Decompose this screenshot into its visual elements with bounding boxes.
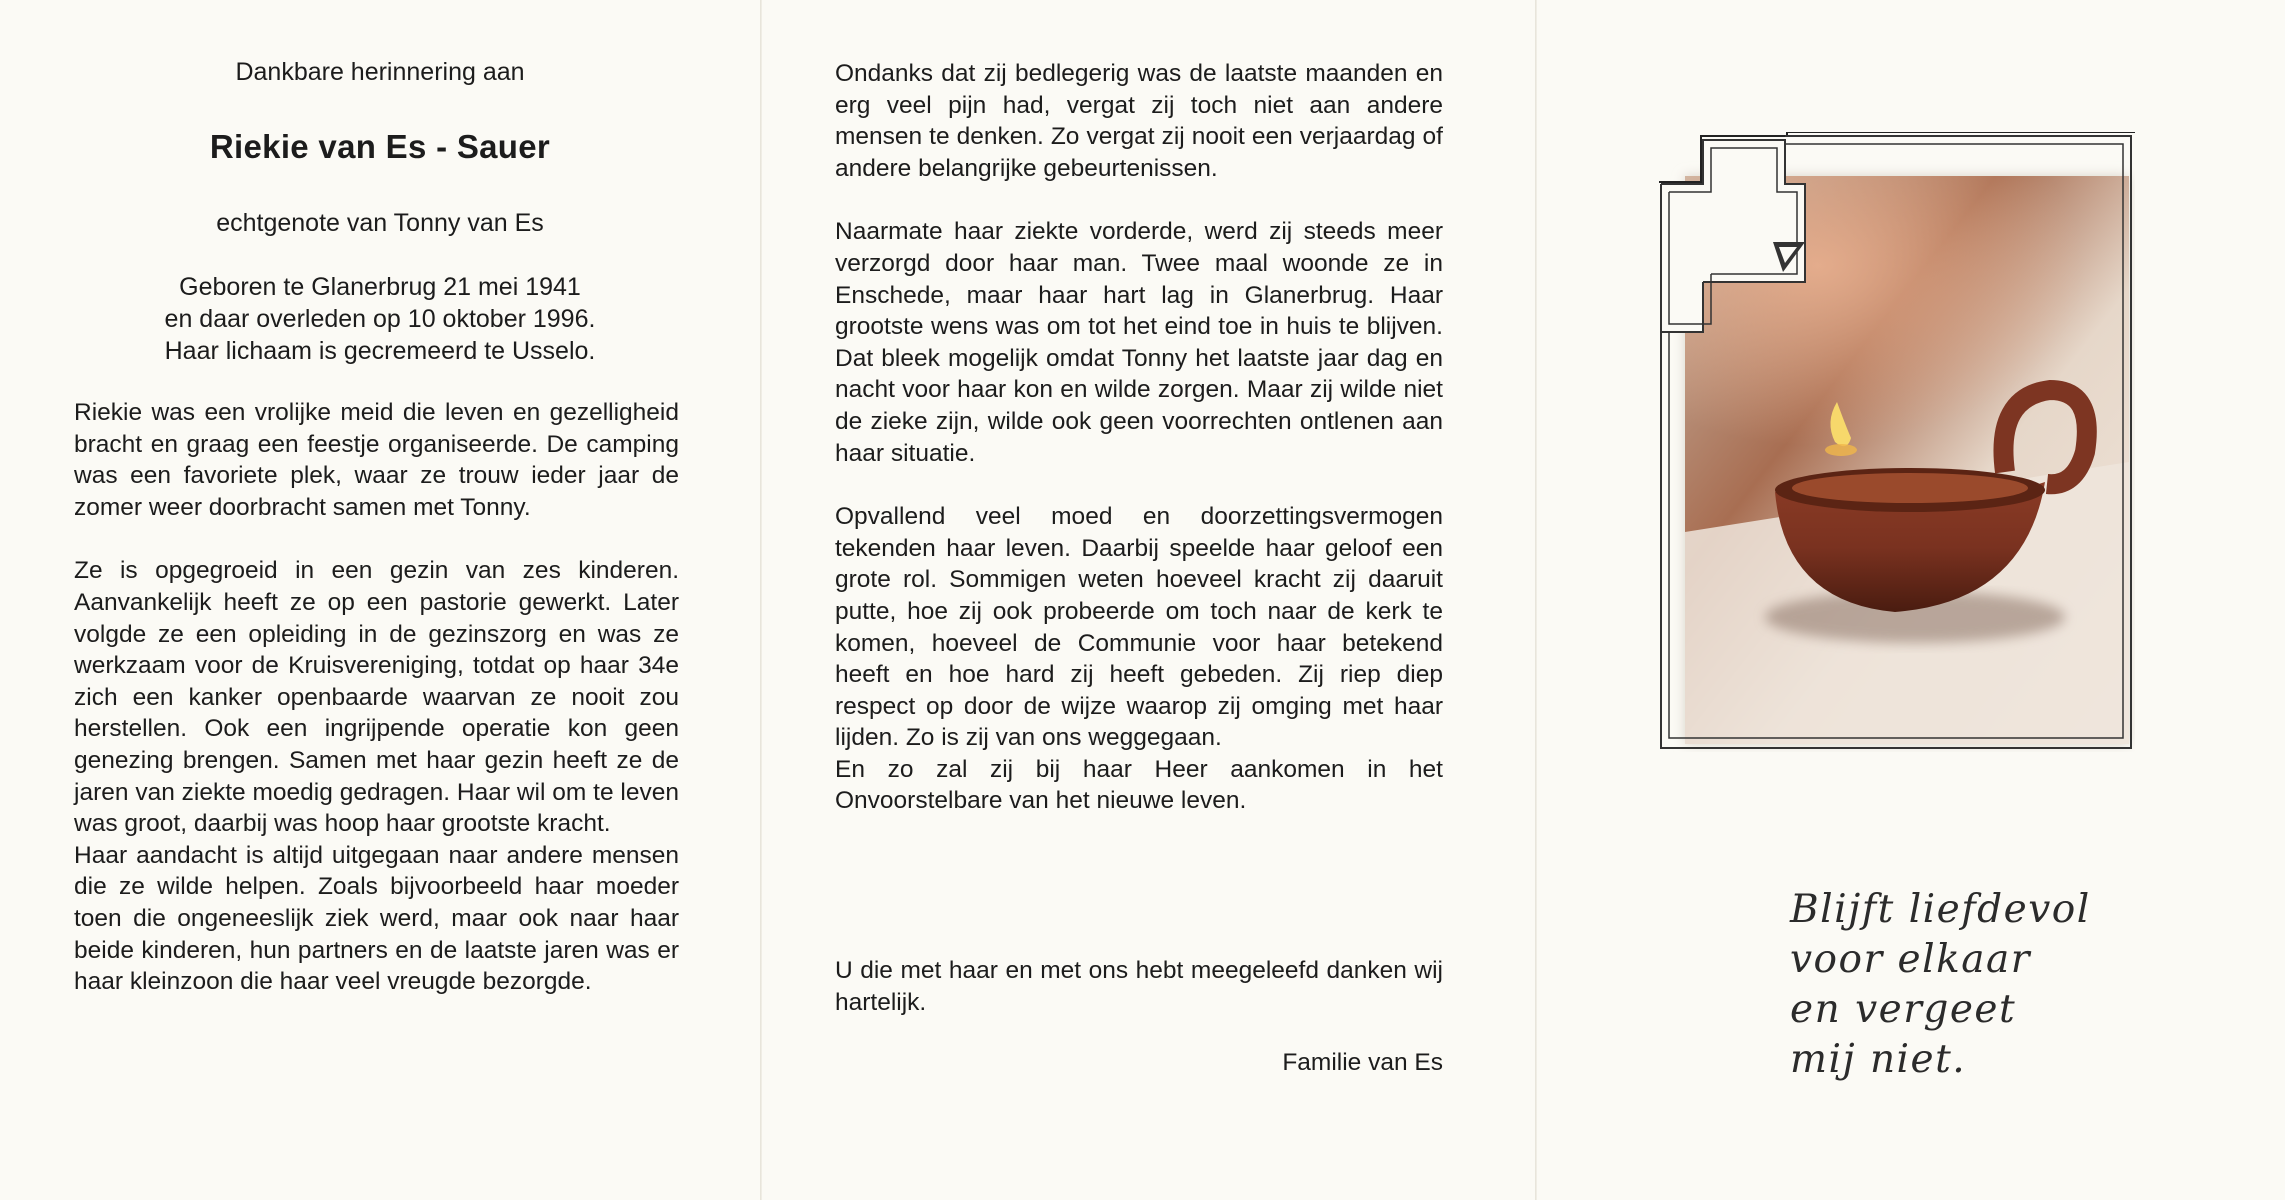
oil-lamp-photo — [1655, 132, 2135, 752]
fold-line — [1535, 0, 1537, 1200]
verse-line: en vergeet — [1790, 987, 2017, 1032]
left-panel — [60, 0, 680, 1200]
paragraph: Naarmate haar ziekte vorderde, werd zij steeds meer verzorgd door haar man. Twee maal woonde ze in Enschede, maar haar hart lag in Glanerbrug. Haar grootste wens was om tot het eind toe in huis te blijven. Dat bleek mogelijk omdat Tonny het laatste jaar dag en nacht voor haar kon en wilde zorgen. Maar zij wilde niet de zieke zijn, wilde ook geen voorrechten ontlenen aan haar situatie. — [835, 218, 1443, 467]
family-signature: Familie van Es — [1282, 1049, 1443, 1076]
verse-line: Blijft liefdevol — [1790, 887, 2091, 932]
paragraph: Opvallend veel moed en doorzettingsvermogen tekenden haar leven. Daarbij speelde haar geloof een grote rol. Sommigen weten hoeveel kracht zij daaruit putte, hoe zij ook probeerde om toch naar de kerk te komen, hoeveel de Communie voor haar betekend heeft en hoe hard zij heeft gebeden. Zij riep diep respect op door de wijze waarop zij omging met haar lijden. Zo is zij van ons weggegaan. — [835, 503, 1443, 752]
birth-line: Geboren te Glanerbrug 21 mei 1941 — [179, 273, 581, 301]
verse-line: voor elkaar — [1790, 937, 2031, 982]
verse-line: mij niet. — [1790, 1037, 1967, 1082]
cremation-line: Haar lichaam is gecremeerd te Usselo. — [164, 337, 596, 365]
spouse-line: echtgenote van Tonny van Es — [216, 209, 544, 237]
paragraph: Ondanks dat zij bedlegerig was de laatste maanden en erg veel pijn had, vergat zij toch niet aan andere mensen te denken. Zo vergat zij nooit een verjaardag of andere belangrijke gebeurtenissen. — [835, 60, 1443, 182]
right-panel — [1540, 0, 2285, 1200]
life-story-left — [74, 397, 679, 998]
paragraph: Haar aandacht is altijd uitgegaan naar andere mensen die ze wilde helpen. Zoals bijvoorbeeld haar moeder toen die ongeneeslijk ziek werd, maar ook naar haar beide kinderen, hun partners en de laatste jaren was er haar kleinzoon die haar veel vreugde bezorgde. — [74, 841, 679, 996]
paragraph: Riekie was een vrolijke meid die leven en gezelligheid bracht en graag een feestje organiseerde. De camping was een favoriete plek, waar ze trouw ieder jaar de zomer weer doorbracht samen met Tonny. — [74, 399, 679, 521]
oil-lamp-icon — [1655, 132, 2135, 752]
remembrance-heading: Dankbare herinnering aan — [235, 58, 525, 86]
paragraph: Ze is opgegroeid in een gezin van zes kinderen. Aanvankelijk heeft ze op een pastorie gewerkt. Later volgde ze een opleiding in de gezinszorg en was ze werkzaam voor de Kruisvereniging, totdat op haar 34e zich een kanker openbaarde waarvan ze nooit zou herstellen. Ook een ingrijpende operatie kon geen genezing brengen. Samen met haar gezin heeft ze de jaren van ziekte moedig gedragen. Haar wil om te leven was groot, daarbij was hoop haar grootste kracht. — [74, 557, 679, 838]
deceased-name: Riekie van Es - Sauer — [209, 128, 551, 165]
death-line: en daar overleden op 10 oktober 1996. — [164, 305, 596, 333]
thanks-text: U die met haar en met ons hebt meegeleefd danken wij hartelijk. — [835, 957, 1443, 1016]
verse — [1790, 885, 2210, 1085]
middle-panel — [835, 0, 1445, 1200]
fold-line — [760, 0, 762, 1200]
paragraph: En zo zal zij bij haar Heer aankomen in het Onvoorstelbare van het nieuwe leven. — [835, 755, 1443, 815]
life-story-middle — [835, 58, 1443, 817]
dates-block — [60, 271, 700, 367]
